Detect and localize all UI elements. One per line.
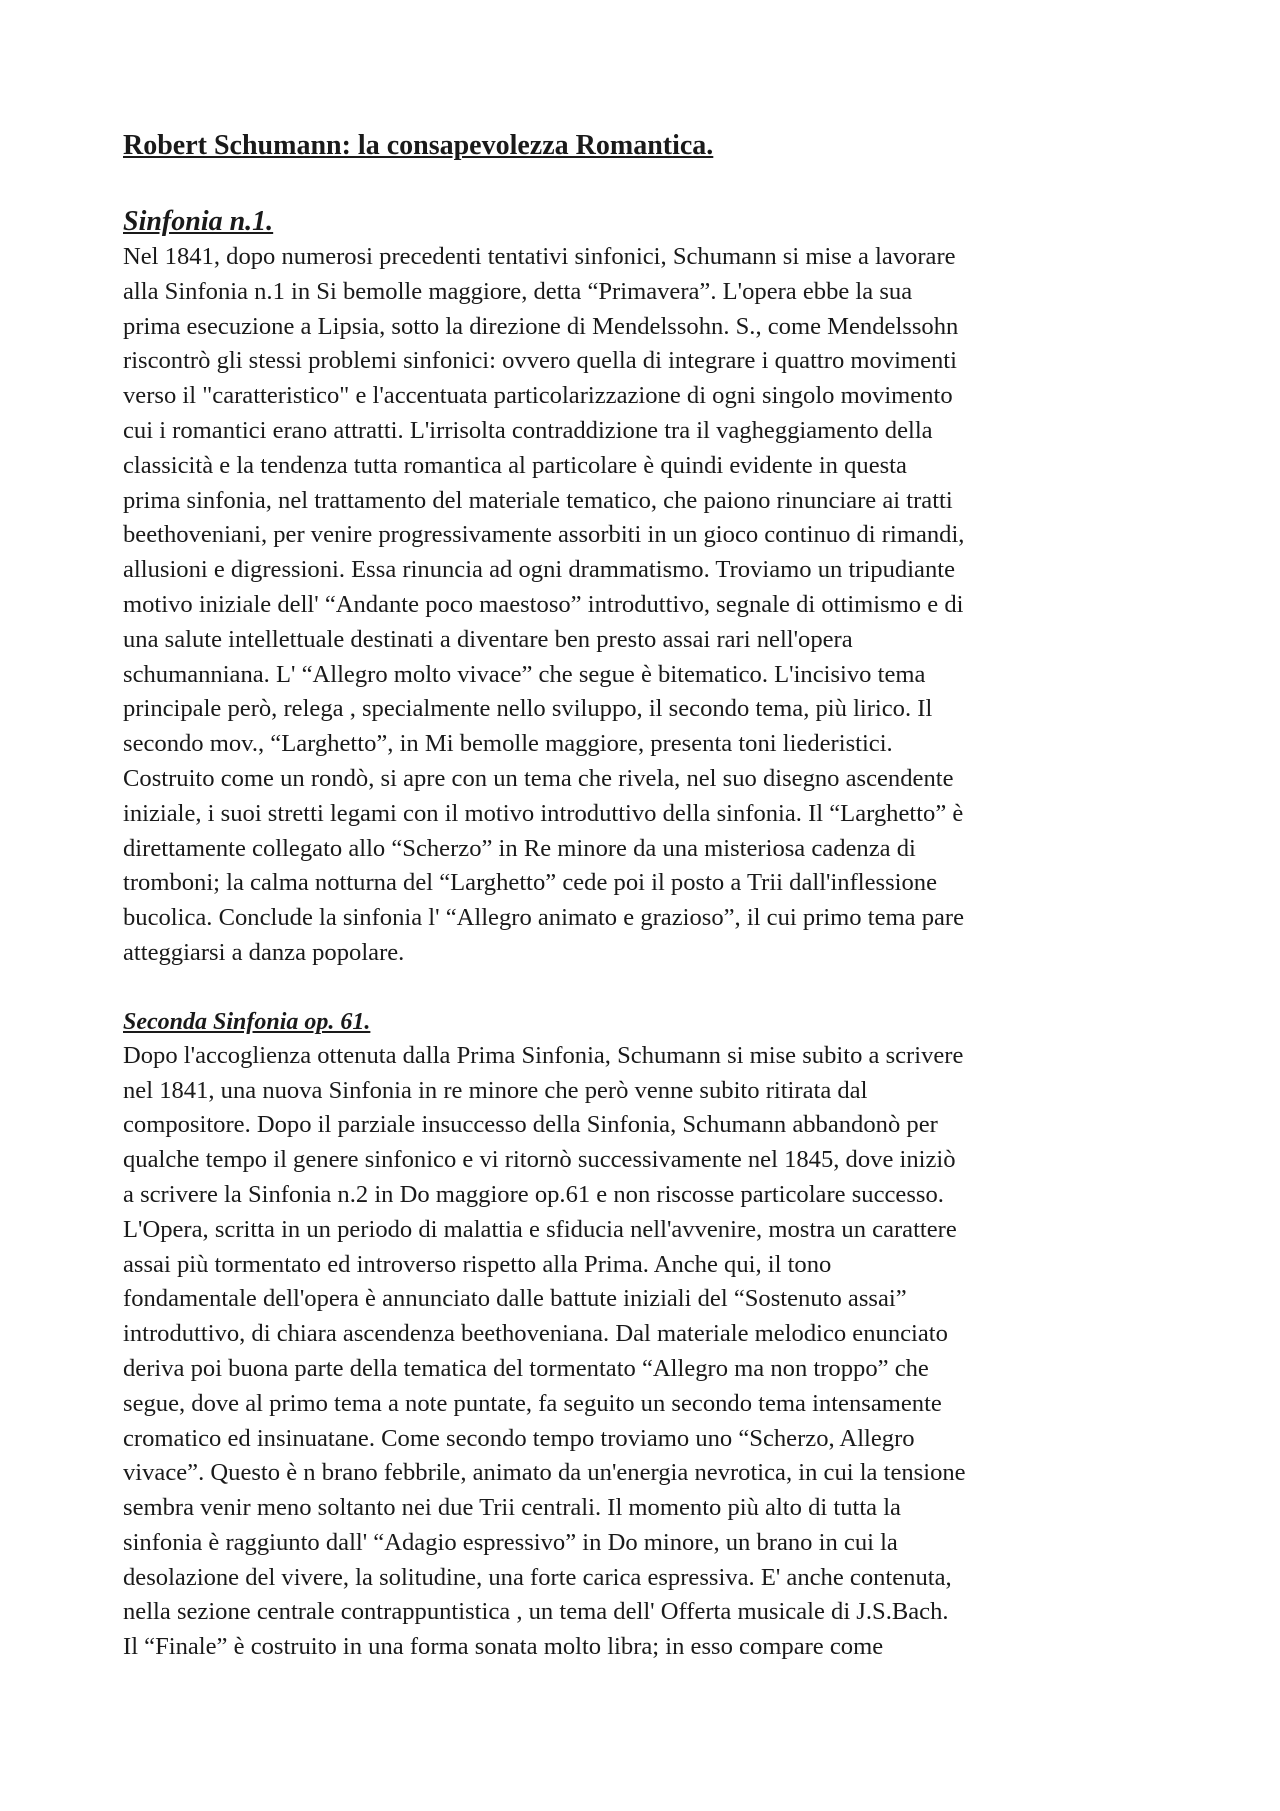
text-line: riscontrò gli stessi problemi sinfonici: ovvero quella di integrare i quattro movimenti: [123, 347, 957, 375]
text-line: prima sinfonia, nel trattamento del materiale tematico, che paiono rinunciare ai tratti: [123, 486, 953, 514]
text-line: allusioni e digressioni. Essa rinuncia ad ogni drammatismo. Troviamo un tripudiante: [123, 556, 955, 584]
text-line: classicità e la tendenza tutta romantica al particolare è quindi evidente in questa: [123, 451, 907, 479]
text-line: alla Sinfonia n.1 in Si bemolle maggiore, detta “Primavera”. L'opera ebbe la sua: [123, 277, 913, 305]
text-line: sembra venir meno soltanto nei due Trii centrali. Il momento più alto di tutta la: [123, 1494, 901, 1522]
text-line: tromboni; la calma notturna del “Larghetto” cede poi il posto a Trii dall'inflessione: [123, 869, 938, 897]
text-line: deriva poi buona parte della tematica del tormentato “Allegro ma non troppo” che: [123, 1354, 929, 1382]
text-line: introduttivo, di chiara ascendenza beethoveniana. Dal materiale melodico enunciato: [123, 1320, 948, 1348]
text-line: qualche tempo il genere sinfonico e vi ritornò successivamente nel 1845, dove iniziò: [123, 1146, 956, 1174]
text-line: bucolica. Conclude la sinfonia l' “Allegro animato e grazioso”, il cui primo tema pare: [123, 904, 965, 932]
section-sinfonia-2: [123, 1005, 1165, 1665]
text-line: vivace”. Questo è n brano febbrile, animato da un'energia nevrotica, in cui la tensione: [123, 1459, 966, 1487]
text-line: motivo iniziale dell' “Andante poco maestoso” introduttivo, segnale di ottimismo e di: [123, 590, 964, 618]
text-line: compositore. Dopo il parziale insuccesso della Sinfonia, Schumann abbandonò per: [123, 1111, 938, 1139]
text-line: prima esecuzione a Lipsia, sotto la direzione di Mendelssohn. S., come Mendelssohn: [123, 312, 959, 340]
text-line: secondo mov., “Larghetto”, in Mi bemolle maggiore, presenta toni liederistici.: [123, 730, 893, 758]
document-body: [123, 126, 1165, 1665]
text-line: schumanniana. L' “Allegro molto vivace” che segue è bitematico. L'incisivo tema: [123, 660, 926, 688]
text-line: cui i romantici erano attratti. L'irrisolta contraddizione tra il vagheggiamento della: [123, 416, 933, 444]
section-heading: Sinfonia n.1.: [123, 206, 274, 237]
text-line: nella sezione centrale contrappuntistica , un tema dell' Offerta musicale di J.S.Bach.: [123, 1598, 949, 1626]
section-sinfonia-1: [123, 204, 1165, 971]
text-line: direttamente collegato allo “Scherzo” in Re minore da una misteriosa cadenza di: [123, 834, 916, 862]
text-line: segue, dove al primo tema a note puntate, fa seguito un secondo tema intensamente: [123, 1389, 942, 1417]
section-paragraph: [123, 240, 1165, 971]
text-line: Il “Finale” è costruito in una forma sonata molto libra; in esso compare come: [123, 1633, 884, 1661]
text-line: verso il "caratteristico" e l'accentuata particolarizzazione di ogni singolo movimento: [123, 382, 953, 410]
text-line: fondamentale dell'opera è annunciato dalle battute iniziali del “Sostenuto assai”: [123, 1285, 907, 1313]
text-line: Costruito come un rondò, si apre con un tema che rivela, nel suo disegno ascendente: [123, 764, 954, 792]
text-line: Nel 1841, dopo numerosi precedenti tentativi sinfonici, Schumann si mise a lavorare: [123, 243, 956, 270]
section-heading: Seconda Sinfonia op. 61.: [123, 1008, 371, 1035]
text-line: Dopo l'accoglienza ottenuta dalla Prima Sinfonia, Schumann si mise subito a scrivere: [123, 1041, 964, 1069]
document-title: Robert Schumann: la consapevolezza Romantica.: [123, 130, 714, 161]
section-paragraph: [123, 1039, 1165, 1665]
text-line: principale però, relega , specialmente nello sviluppo, il secondo tema, più lirico. Il: [123, 695, 933, 723]
text-line: una salute intellettuale destinati a diventare ben presto assai rari nell'opera: [123, 625, 853, 653]
text-line: desolazione del vivere, la solitudine, una forte carica espressiva. E' anche contenuta,: [123, 1563, 952, 1591]
text-line: cromatico ed insinuatane. Come secondo tempo troviamo uno “Scherzo, Allegro: [123, 1424, 915, 1452]
text-line: atteggiarsi a danza popolare.: [123, 938, 405, 966]
text-line: nel 1841, una nuova Sinfonia in re minore che però venne subito ritirata dal: [123, 1076, 868, 1104]
text-line: beethoveniani, per venire progressivamente assorbiti in un gioco continuo di rimandi,: [123, 521, 965, 549]
text-line: sinfonia è raggiunto dall' “Adagio espressivo” in Do minore, un brano in cui la: [123, 1528, 898, 1556]
text-line: L'Opera, scritta in un periodo di malattia e sfiducia nell'avvenire, mostra un carattere: [123, 1215, 957, 1243]
text-line: a scrivere la Sinfonia n.2 in Do maggiore op.61 e non riscosse particolare successo.: [123, 1180, 944, 1208]
text-line: assai più tormentato ed introverso rispetto alla Prima. Anche qui, il tono: [123, 1250, 832, 1278]
text-line: iniziale, i suoi stretti legami con il motivo introduttivo della sinfonia. Il “Larghetto” è: [123, 799, 964, 827]
